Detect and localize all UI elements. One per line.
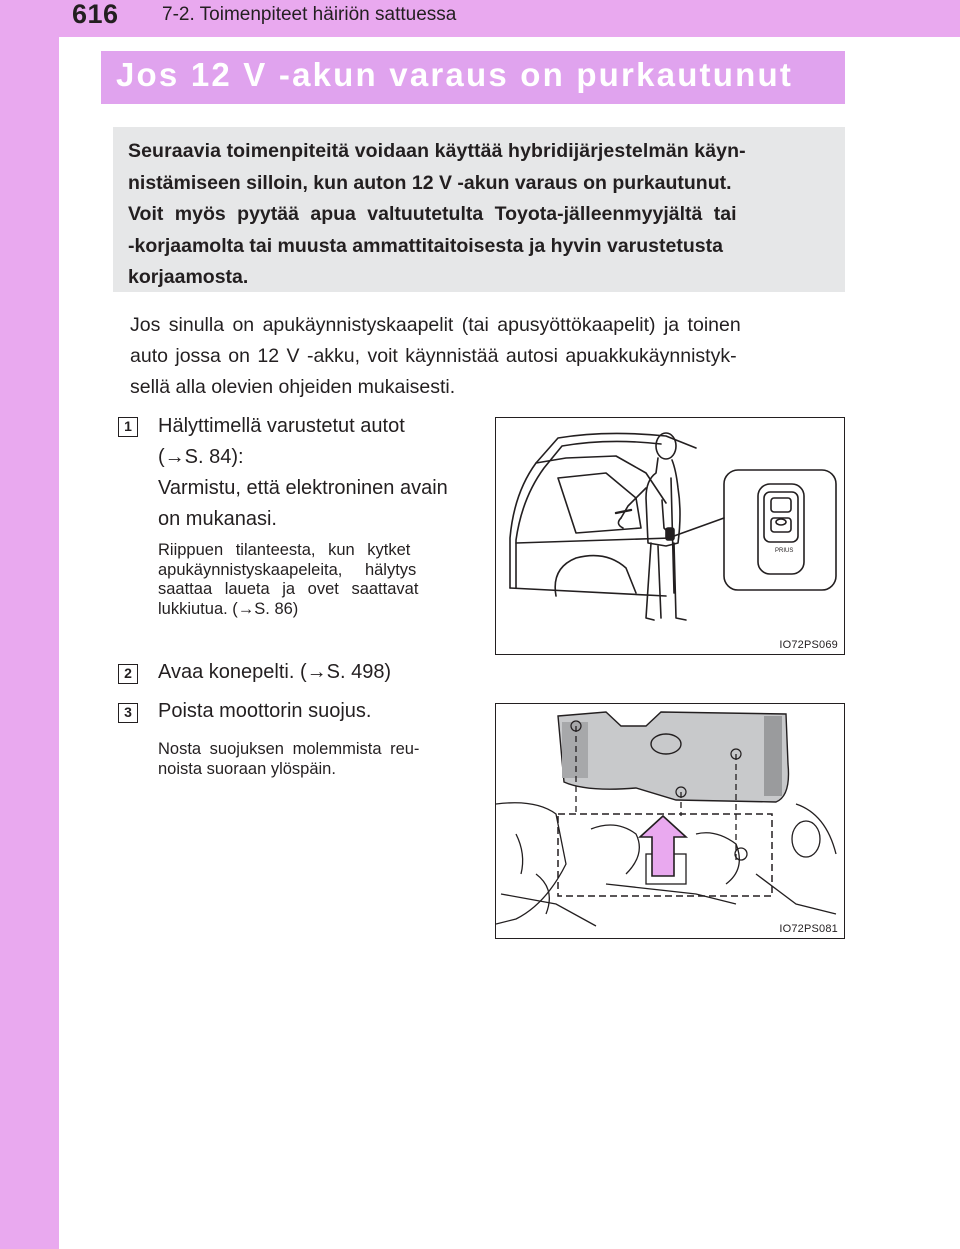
figure-key-at-door <box>495 417 845 655</box>
figure-code: IO72PS081 <box>779 923 838 935</box>
lift-arrow <box>640 816 686 876</box>
step-number-2: 2 <box>118 664 138 684</box>
intro-line: korjaamosta. <box>128 266 249 288</box>
step-line: Poista moottorin suojus. <box>158 700 372 722</box>
page-title: Jos 12 V -akun varaus on purkautunut <box>116 56 794 93</box>
note-line: noista suoraan ylöspäin. <box>158 759 336 778</box>
intro-line: Seuraavia toimenpiteitä voidaan käyttää hybridijärjestelmän käyn- <box>128 140 746 162</box>
step-1-note <box>158 541 476 619</box>
step-1-text <box>158 411 448 535</box>
step-2-text <box>158 657 391 688</box>
step-number-1: 1 <box>118 417 138 437</box>
note-line: Nosta suojuksen molemmista reu- <box>158 740 420 758</box>
side-color-strip <box>0 0 59 1249</box>
section-title: 7-2. Toimenpiteet häiriön sattuessa <box>162 4 457 25</box>
body-paragraph <box>130 310 827 403</box>
intro-line: nistämiseen silloin, kun auton 12 V -akun varaus on purkautunut. <box>128 171 732 194</box>
step-number-3: 3 <box>118 703 138 723</box>
intro-line: Voit myös pyytää apua valtuutetulta Toyota-jälleenmyyjältä tai <box>128 203 737 225</box>
step-3-text <box>158 696 371 727</box>
note-line: Riippuen tilanteesta, kun kytket <box>158 541 411 559</box>
figure-engine-cover <box>495 703 845 939</box>
note-line: lukkiutua. (→S. 86) <box>158 599 299 618</box>
intro-text <box>128 136 828 294</box>
figure-code: IO72PS069 <box>779 639 838 651</box>
paragraph-line: auto jossa on 12 V -akku, voit käynnistää autosi apuakkukäynnistyk- <box>130 345 737 367</box>
step-line: on mukanasi. <box>158 508 277 530</box>
step-line: Hälyttimellä varustetut autot <box>158 415 405 437</box>
paragraph-line: Jos sinulla on apukäynnistyskaapelit (tai apusyöttökaapelit) ja toinen <box>130 314 741 336</box>
page-number: 616 <box>72 0 119 29</box>
intro-line: -korjaamolta tai muusta ammattitaitoisesta ja hyvin varustetusta <box>128 234 723 257</box>
engine-cover-illustration <box>496 704 843 937</box>
note-line: saattaa laueta ja ovet saattavat <box>158 580 419 598</box>
step-line: Avaa konepelti. (→S. 498) <box>158 661 392 683</box>
step-line: Varmistu, että elektroninen avain <box>158 477 448 499</box>
key-brand-label: PRIUS <box>775 548 794 554</box>
paragraph-line: sellä alla olevien ohjeiden mukaisesti. <box>130 376 456 398</box>
step-line: (→S. 84): <box>158 446 244 468</box>
note-line: apukäynnistyskaapeleita, hälytys <box>158 560 417 579</box>
step-3-note <box>158 740 476 779</box>
car-door-illustration <box>496 418 843 653</box>
